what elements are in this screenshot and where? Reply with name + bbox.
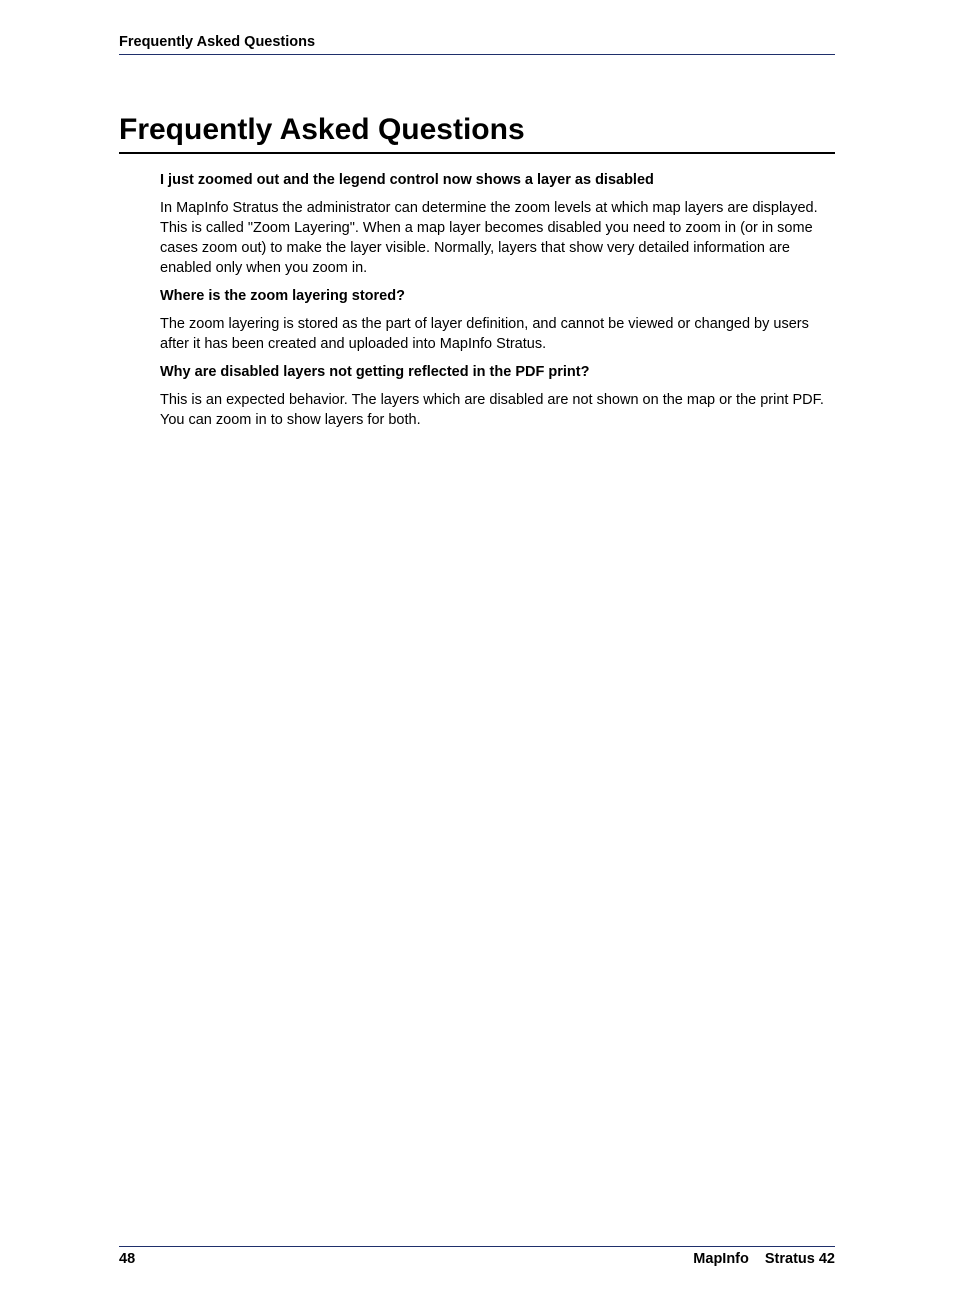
footer-doc-title (693, 1250, 835, 1268)
faq-item (160, 286, 840, 354)
running-footer (119, 1246, 835, 1268)
page-title: Frequently Asked Questions (119, 112, 835, 154)
faq-question: I just zoomed out and the legend control now shows a layer as disabled (160, 172, 654, 188)
footer-title: Stratus 42 (764, 1251, 835, 1267)
faq-item (160, 170, 840, 278)
answer-line: The zoom layering is stored as the part of layer definition, and cannot be viewed or changed by users (160, 316, 809, 332)
running-header (119, 34, 835, 55)
faq-answer (160, 314, 840, 354)
faq-question: Where is the zoom layering stored? (160, 288, 405, 304)
faq-question: Why are disabled layers not getting reflected in the PDF print? (160, 364, 590, 380)
answer-line: cases zoom out) to make the layer visible. Normally, layers that show very detailed information are (160, 240, 790, 256)
faq-content (160, 170, 840, 438)
running-header-title: Frequently Asked Questions (119, 34, 316, 50)
footer-product: MapInfo (693, 1251, 749, 1267)
answer-line: enabled only when you zoom in. (160, 260, 368, 276)
answer-line: This is called "Zoom Layering". When a map layer becomes disabled you need to zoom in (or in some (160, 220, 813, 236)
faq-item (160, 362, 840, 430)
answer-line: This is an expected behavior. The layers which are disabled are not shown on the map or the print PDF. (160, 392, 824, 408)
faq-answer (160, 198, 840, 278)
answer-line: after it has been created and uploaded into MapInfo Stratus. (160, 336, 547, 352)
faq-answer (160, 390, 840, 430)
page-number: 48 (119, 1251, 136, 1267)
answer-line: In MapInfo Stratus the administrator can determine the zoom levels at which map layers are displayed. (160, 200, 818, 216)
answer-line: You can zoom in to show layers for both. (160, 412, 421, 428)
